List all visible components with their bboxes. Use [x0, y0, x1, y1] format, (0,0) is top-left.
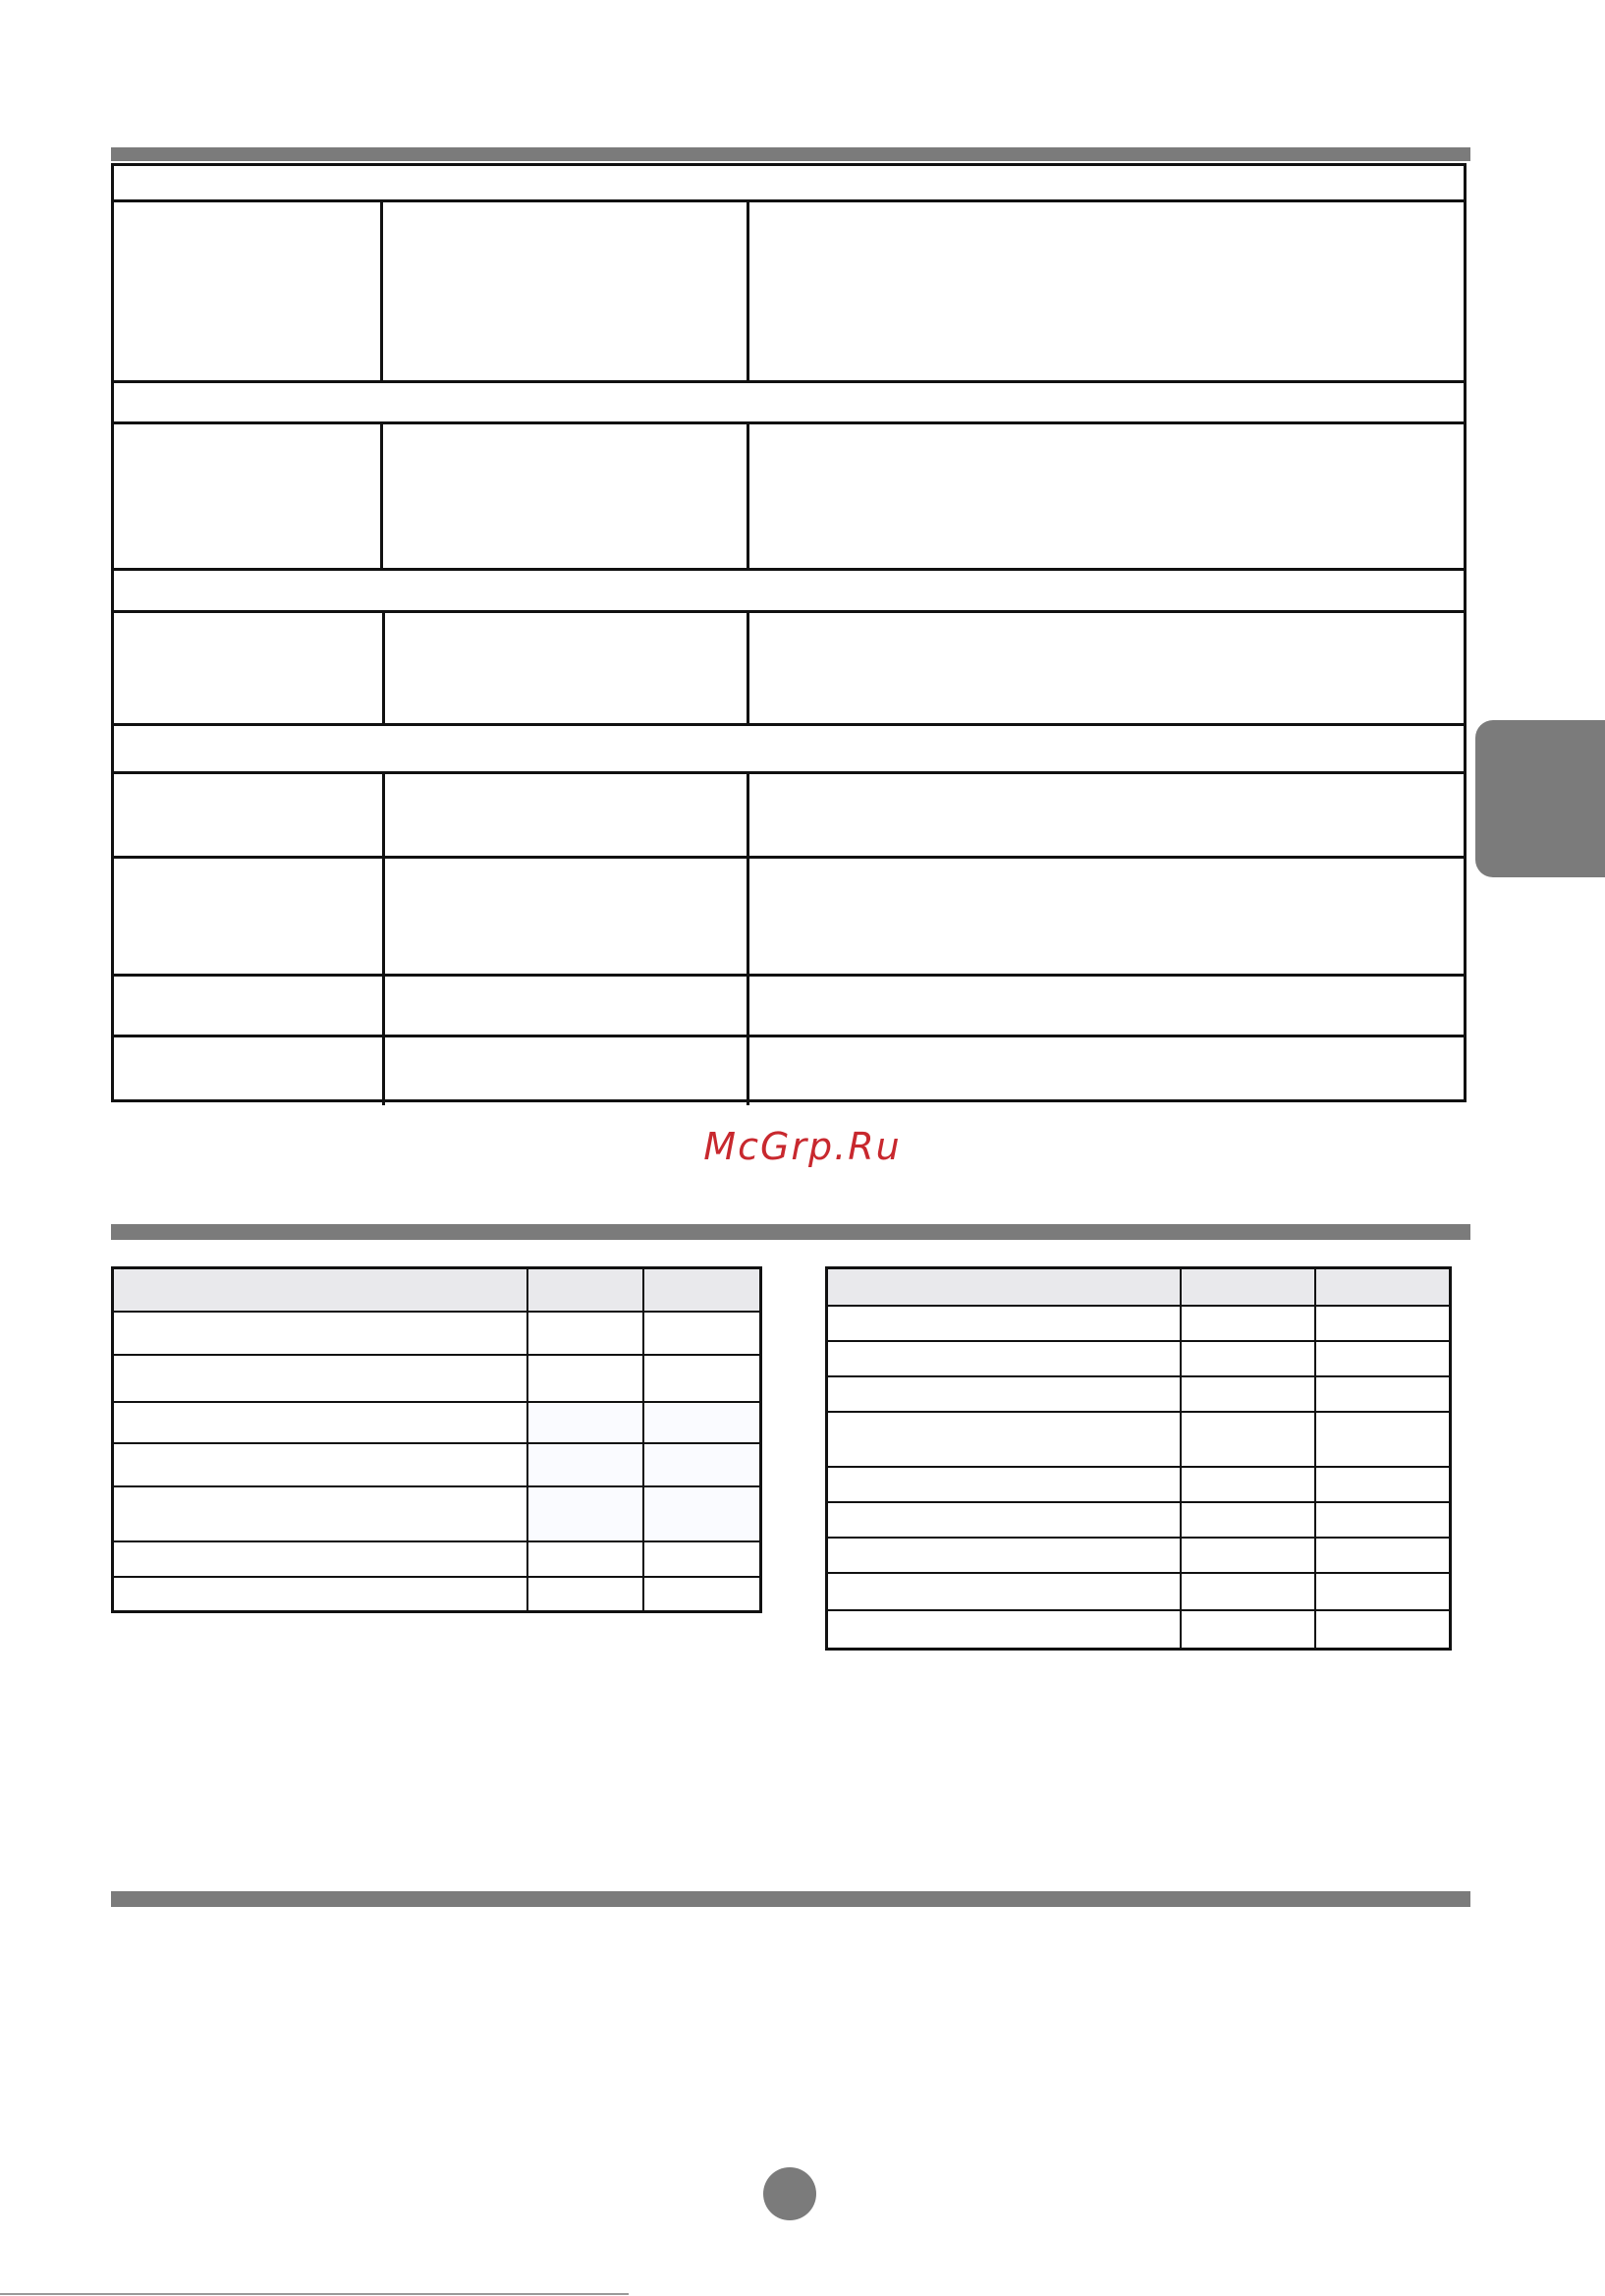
- row-divider: [114, 1035, 1464, 1037]
- table-cell: [827, 1306, 1181, 1341]
- table-cell: [643, 1486, 760, 1541]
- row-divider: [114, 610, 1464, 613]
- row-divider: [114, 723, 1464, 726]
- table-cell: [643, 1402, 760, 1443]
- section-header-bar-middle: [111, 1224, 1470, 1240]
- table-cell: [827, 1341, 1181, 1376]
- table-cell: [1181, 1502, 1315, 1538]
- table-cell: [643, 1355, 760, 1402]
- table-cell: [113, 1486, 527, 1541]
- table-row: [113, 1443, 761, 1486]
- table-cell: [527, 1443, 643, 1486]
- row-divider: [114, 856, 1464, 859]
- header-cell: [1181, 1268, 1315, 1306]
- print-trim-line: [0, 2293, 629, 2295]
- header-cell: [527, 1268, 643, 1312]
- table-cell: [1315, 1610, 1450, 1650]
- header-cell: [827, 1268, 1181, 1306]
- table-cell: [827, 1412, 1181, 1467]
- table-cell: [113, 1577, 527, 1612]
- table-row: [827, 1610, 1451, 1650]
- table-cell: [1315, 1306, 1450, 1341]
- table-cell: [643, 1577, 760, 1612]
- table-row: [827, 1538, 1451, 1573]
- chapter-side-tab: [1475, 720, 1605, 877]
- table-row: [827, 1467, 1451, 1502]
- table-row: [827, 1502, 1451, 1538]
- table-cell: [113, 1402, 527, 1443]
- row-divider: [114, 380, 1464, 383]
- column-divider: [747, 199, 749, 380]
- table-cell: [527, 1486, 643, 1541]
- column-divider: [382, 771, 385, 1105]
- table-row: [827, 1341, 1451, 1376]
- column-divider: [747, 421, 749, 568]
- column-divider: [747, 771, 749, 1105]
- table-row: [827, 1412, 1451, 1467]
- right-spec-table: [825, 1266, 1452, 1651]
- table-row: [113, 1541, 761, 1577]
- section-header-bar-top: [111, 147, 1470, 161]
- table-cell: [1315, 1573, 1450, 1610]
- table-cell: [1181, 1412, 1315, 1467]
- table-cell: [1181, 1341, 1315, 1376]
- row-divider: [114, 199, 1464, 202]
- table-header-row: [113, 1268, 761, 1312]
- table-row: [113, 1402, 761, 1443]
- table-row: [827, 1573, 1451, 1610]
- table-row: [827, 1306, 1451, 1341]
- upper-spec-table: [111, 163, 1467, 1102]
- row-divider: [114, 974, 1464, 977]
- header-cell: [643, 1268, 760, 1312]
- table-cell: [1181, 1573, 1315, 1610]
- table-cell: [113, 1312, 527, 1355]
- table-cell: [1315, 1412, 1450, 1467]
- header-cell: [1315, 1268, 1450, 1306]
- column-divider: [380, 421, 383, 568]
- table-header-row: [827, 1268, 1451, 1306]
- table-cell: [1315, 1467, 1450, 1502]
- table-cell: [1315, 1502, 1450, 1538]
- table-cell: [1315, 1376, 1450, 1412]
- table-cell: [827, 1376, 1181, 1412]
- table-row: [113, 1577, 761, 1612]
- table-cell: [1181, 1538, 1315, 1573]
- table-cell: [1181, 1467, 1315, 1502]
- table-row: [113, 1312, 761, 1355]
- table-cell: [1181, 1376, 1315, 1412]
- table-cell: [527, 1577, 643, 1612]
- table-cell: [1181, 1306, 1315, 1341]
- table-cell: [527, 1402, 643, 1443]
- table-cell: [113, 1443, 527, 1486]
- table-cell: [1315, 1538, 1450, 1573]
- table-cell: [827, 1502, 1181, 1538]
- table-cell: [113, 1355, 527, 1402]
- row-divider: [114, 568, 1464, 571]
- watermark-text: McGrp.Ru: [703, 1125, 902, 1168]
- table-cell: [643, 1443, 760, 1486]
- page-number-circle: [763, 2167, 816, 2220]
- column-divider: [382, 610, 385, 723]
- table-cell: [527, 1355, 643, 1402]
- table-row: [827, 1376, 1451, 1412]
- table-cell: [827, 1573, 1181, 1610]
- row-divider: [114, 771, 1464, 774]
- table-cell: [1315, 1341, 1450, 1376]
- table-row: [113, 1355, 761, 1402]
- table-row: [113, 1486, 761, 1541]
- left-spec-table: [111, 1266, 762, 1613]
- section-header-bar-bottom: [111, 1891, 1470, 1907]
- row-divider: [114, 421, 1464, 424]
- column-divider: [380, 199, 383, 380]
- table-cell: [827, 1538, 1181, 1573]
- table-cell: [827, 1610, 1181, 1650]
- table-cell: [113, 1541, 527, 1577]
- table-cell: [643, 1541, 760, 1577]
- header-cell: [113, 1268, 527, 1312]
- table-cell: [527, 1312, 643, 1355]
- table-cell: [527, 1541, 643, 1577]
- column-divider: [747, 610, 749, 723]
- table-cell: [827, 1467, 1181, 1502]
- table-cell: [1181, 1610, 1315, 1650]
- table-cell: [643, 1312, 760, 1355]
